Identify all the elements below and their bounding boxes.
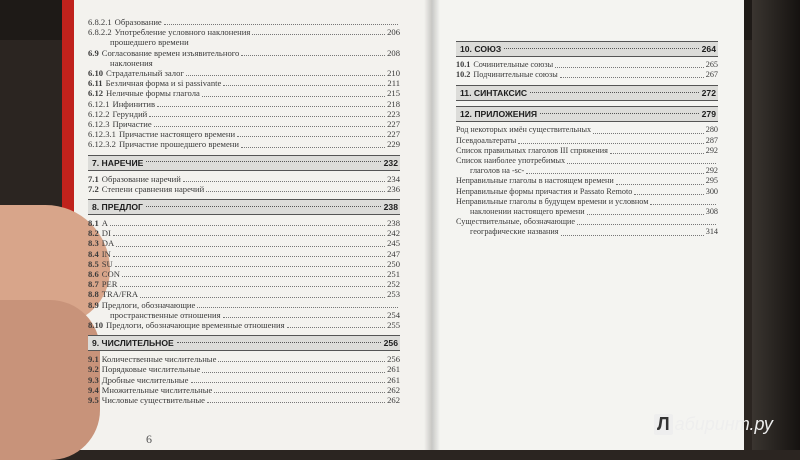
leader-dots bbox=[555, 67, 704, 68]
toc-entry bbox=[88, 174, 400, 184]
toc-title: Причастие прошедшего времени bbox=[118, 139, 239, 150]
chapter-heading bbox=[456, 85, 718, 101]
toc-page: 252 bbox=[387, 279, 400, 290]
toc-entry bbox=[88, 17, 400, 27]
leader-dots bbox=[593, 133, 704, 134]
leader-dots bbox=[567, 163, 716, 164]
toc-title: Псевдоальтераты bbox=[456, 135, 517, 145]
toc-number: 6.10 bbox=[88, 68, 104, 79]
toc-entry bbox=[88, 269, 400, 279]
toc-number: 8.3 bbox=[88, 238, 99, 249]
toc-entry bbox=[456, 176, 718, 186]
toc-number: 6.9 bbox=[88, 47, 99, 58]
toc-page: 210 bbox=[387, 68, 400, 79]
toc-page: 227 bbox=[387, 119, 400, 130]
chapter-page: 232 bbox=[383, 157, 398, 168]
toc-number: 6.12.3.2 bbox=[88, 139, 116, 150]
toc-number: 8.8 bbox=[88, 289, 99, 300]
toc-title: Неправильные глаголы в будущем времени и условном bbox=[456, 196, 649, 206]
toc-number: 10.1 bbox=[456, 60, 471, 69]
toc-title: географические названия bbox=[470, 227, 559, 237]
toc-title: прошедшего времени bbox=[110, 37, 189, 48]
toc-number: 8.10 bbox=[88, 320, 104, 331]
toc-title: Неличные формы глагола bbox=[106, 88, 200, 99]
toc-title: Инфинитив bbox=[112, 98, 156, 109]
toc-continuation bbox=[456, 227, 718, 237]
toc-entry bbox=[88, 228, 400, 238]
toc-entry bbox=[456, 146, 718, 156]
toc-page: 211 bbox=[387, 78, 400, 89]
toc-page: 242 bbox=[387, 228, 400, 239]
leader-dots bbox=[223, 85, 385, 86]
toc-title: Употребление условного наклонения bbox=[114, 27, 251, 38]
toc-title: Предлоги, обозначающие bbox=[101, 299, 196, 310]
leader-dots bbox=[518, 143, 703, 144]
toc-entry bbox=[88, 279, 400, 289]
toc-entry bbox=[456, 217, 718, 227]
toc-entry bbox=[88, 184, 400, 194]
toc-title: IN bbox=[101, 248, 111, 259]
toc-number: 7.2 bbox=[88, 183, 99, 194]
leader-dots bbox=[154, 126, 385, 127]
toc-number: 6.8.2.2 bbox=[88, 27, 112, 38]
toc-title: Причастие bbox=[112, 119, 152, 130]
leader-dots bbox=[116, 246, 385, 247]
toc-title: Существительные, обозначающие bbox=[456, 217, 576, 227]
toc-number: 6.12.3 bbox=[88, 119, 110, 130]
leader-dots bbox=[140, 297, 385, 298]
toc-number: 8.9 bbox=[88, 299, 99, 310]
toc-title: PER bbox=[101, 279, 118, 290]
toc-page: 208 bbox=[387, 47, 400, 58]
toc-entry bbox=[88, 395, 400, 405]
toc-continuation bbox=[88, 37, 400, 47]
chapter-page: 272 bbox=[701, 88, 716, 99]
toc-page: 254 bbox=[387, 309, 400, 320]
toc-title: Герундий bbox=[112, 108, 148, 119]
leader-dots bbox=[177, 342, 381, 343]
page-number: 6 bbox=[146, 432, 152, 446]
toc-entry bbox=[88, 119, 400, 129]
toc-entry bbox=[456, 136, 718, 146]
toc-title: пространственные отношения bbox=[110, 309, 221, 320]
toc-page: 292 bbox=[705, 166, 718, 176]
toc-entry bbox=[88, 78, 400, 88]
leader-dots bbox=[157, 106, 385, 107]
toc-title: Предлоги, обозначающие временные отношения bbox=[106, 320, 285, 331]
watermark-badge: Л bbox=[654, 414, 673, 435]
toc-page: 215 bbox=[387, 88, 400, 99]
leader-dots bbox=[113, 235, 385, 236]
toc-page: 261 bbox=[387, 374, 400, 385]
right-toc-list bbox=[456, 36, 718, 238]
toc-page: 223 bbox=[387, 108, 400, 119]
leader-dots bbox=[616, 184, 704, 185]
toc-number: 9.4 bbox=[88, 384, 99, 395]
chapter-title: 10. СОЮЗ bbox=[460, 44, 502, 54]
chapter-page: 238 bbox=[383, 202, 398, 213]
toc-page: 236 bbox=[387, 183, 400, 194]
chapter-heading bbox=[88, 155, 400, 171]
toc-title: Дробные числительные bbox=[101, 374, 189, 385]
chapter-page: 256 bbox=[383, 338, 398, 349]
toc-page: 314 bbox=[705, 227, 718, 237]
toc-entry bbox=[88, 99, 400, 109]
chapter-heading bbox=[456, 106, 718, 122]
leader-dots bbox=[650, 204, 716, 205]
toc-page: 245 bbox=[387, 238, 400, 249]
toc-title: Множительные числительные bbox=[101, 384, 213, 395]
toc-title: Степени сравнения наречий bbox=[101, 183, 205, 194]
toc-page: 262 bbox=[387, 395, 400, 406]
toc-number: 9.3 bbox=[88, 374, 99, 385]
toc-number: 7.1 bbox=[88, 173, 99, 184]
toc-entry bbox=[88, 27, 400, 37]
leader-dots bbox=[241, 147, 385, 148]
chapter-page: 279 bbox=[701, 109, 716, 120]
toc-page: 295 bbox=[705, 176, 718, 186]
toc-entry bbox=[88, 385, 400, 395]
toc-page: 251 bbox=[387, 269, 400, 280]
leader-dots bbox=[241, 55, 385, 56]
toc-title: Сочинительные союзы bbox=[473, 60, 554, 69]
toc-title: Причастие настоящего времени bbox=[118, 129, 236, 140]
toc-page: 280 bbox=[705, 125, 718, 135]
toc-title: Числовые существительные bbox=[101, 395, 205, 406]
toc-page: 292 bbox=[705, 145, 718, 155]
toc-entry bbox=[88, 88, 400, 98]
leader-dots bbox=[218, 361, 385, 362]
leader-dots bbox=[561, 235, 704, 236]
toc-page: 261 bbox=[387, 364, 400, 375]
toc-title: Страдательный залог bbox=[106, 68, 184, 79]
toc-entry bbox=[88, 48, 400, 58]
toc-page: 265 bbox=[705, 60, 718, 69]
toc-entry bbox=[88, 364, 400, 374]
toc-page: 238 bbox=[387, 218, 400, 229]
toc-continuation bbox=[88, 310, 400, 320]
toc-title: Список наиболее употребимых bbox=[456, 156, 566, 166]
toc-number: 6.12.2 bbox=[88, 108, 110, 119]
leader-dots bbox=[587, 214, 704, 215]
toc-title: Количественные числительные bbox=[101, 354, 217, 365]
leader-dots bbox=[183, 181, 385, 182]
leader-dots bbox=[206, 191, 385, 192]
toc-number: 6.11 bbox=[88, 78, 103, 89]
toc-page: 308 bbox=[705, 207, 718, 217]
toc-title: глаголов на -sc- bbox=[470, 166, 525, 176]
toc-number: 9.2 bbox=[88, 364, 99, 375]
toc-entry bbox=[88, 289, 400, 299]
leader-dots bbox=[540, 113, 699, 114]
toc-number: 8.6 bbox=[88, 269, 99, 280]
toc-page: 262 bbox=[387, 384, 400, 395]
leader-dots bbox=[577, 224, 716, 225]
leader-dots bbox=[560, 77, 704, 78]
toc-entry bbox=[456, 197, 718, 207]
toc-title: Род некоторых имён существительных bbox=[456, 125, 592, 135]
toc-page: 250 bbox=[387, 258, 400, 269]
leader-dots bbox=[214, 392, 385, 393]
leader-dots bbox=[120, 286, 386, 287]
toc-title: Неправильные глаголы в настоящем времени bbox=[456, 176, 614, 186]
toc-title: DA bbox=[101, 238, 115, 249]
toc-continuation bbox=[456, 207, 718, 217]
leader-dots bbox=[252, 34, 385, 35]
toc-number: 8.4 bbox=[88, 248, 99, 259]
toc-continuation bbox=[88, 58, 400, 68]
toc-title: Образование наречий bbox=[101, 173, 181, 184]
toc-entry bbox=[88, 129, 400, 139]
toc-page: 247 bbox=[387, 248, 400, 259]
toc-entry bbox=[88, 375, 400, 385]
toc-entry bbox=[88, 354, 400, 364]
toc-number: 9.1 bbox=[88, 354, 99, 365]
toc-page: 267 bbox=[705, 70, 718, 80]
toc-title: наклонении настоящего времени bbox=[470, 207, 585, 217]
toc-number: 8.1 bbox=[88, 218, 99, 229]
toc-number: 10.2 bbox=[456, 70, 471, 80]
leader-dots bbox=[149, 116, 385, 117]
toc-page: 234 bbox=[387, 173, 400, 184]
toc-entry bbox=[456, 156, 718, 166]
leader-dots bbox=[237, 136, 385, 137]
toc-number: 8.5 bbox=[88, 258, 99, 269]
leader-dots bbox=[202, 372, 385, 373]
watermark-text: абиринт.ру bbox=[674, 414, 773, 434]
chapter-title: 11. СИНТАКСИС bbox=[460, 88, 528, 99]
leader-dots bbox=[207, 402, 385, 403]
toc-page: 218 bbox=[387, 98, 400, 109]
watermark-logo bbox=[654, 414, 773, 435]
toc-page: 229 bbox=[387, 139, 400, 150]
toc-entry bbox=[88, 218, 400, 228]
toc-number: 6.12 bbox=[88, 88, 104, 99]
left-toc-list bbox=[88, 17, 400, 405]
toc-title: Подчинительные союзы bbox=[473, 70, 558, 80]
toc-entry bbox=[88, 320, 400, 330]
toc-number: 6.12.3.1 bbox=[88, 129, 116, 140]
leader-dots bbox=[197, 307, 398, 308]
toc-entry bbox=[456, 70, 718, 80]
toc-title: Неправильные формы причастия и Passato Remoto bbox=[456, 186, 633, 196]
toc-title: Порядковые числительные bbox=[101, 364, 201, 375]
toc-title: Безличная форма и si passivante bbox=[105, 78, 222, 89]
chapter-page: 264 bbox=[701, 44, 716, 54]
toc-title: Образование bbox=[114, 17, 162, 27]
toc-number: 6.12.1 bbox=[88, 98, 110, 109]
chapter-heading bbox=[88, 335, 400, 351]
leader-dots bbox=[191, 382, 386, 383]
toc-title: Список правильных глаголов III спряжения bbox=[456, 145, 608, 155]
toc-page: 227 bbox=[387, 129, 400, 140]
toc-entry bbox=[456, 60, 718, 70]
toc-number: 6.8.2.1 bbox=[88, 17, 112, 27]
toc-continuation bbox=[456, 166, 718, 176]
leader-dots bbox=[504, 48, 698, 49]
toc-entry bbox=[88, 259, 400, 269]
leader-dots bbox=[202, 96, 385, 97]
toc-number: 8.2 bbox=[88, 228, 99, 239]
leader-dots bbox=[223, 317, 386, 318]
chapter-heading bbox=[88, 199, 400, 215]
toc-entry bbox=[88, 139, 400, 149]
toc-number: 8.7 bbox=[88, 279, 99, 290]
chapter-title: 7. НАРЕЧИЕ bbox=[92, 157, 144, 168]
leader-dots bbox=[634, 194, 703, 195]
chapter-title: 12. ПРИЛОЖЕНИЯ bbox=[460, 109, 538, 120]
toc-page: 300 bbox=[705, 186, 718, 196]
toc-title: A bbox=[101, 218, 108, 229]
background-right bbox=[752, 0, 800, 450]
leader-dots bbox=[530, 92, 699, 93]
toc-entry bbox=[88, 238, 400, 248]
toc-entry bbox=[88, 300, 400, 310]
leader-dots bbox=[186, 75, 385, 76]
leader-dots bbox=[146, 161, 380, 162]
toc-page: 206 bbox=[387, 27, 400, 38]
leader-dots bbox=[526, 173, 703, 174]
chapter-heading bbox=[456, 41, 718, 57]
leader-dots bbox=[146, 206, 381, 207]
leader-dots bbox=[110, 225, 385, 226]
toc-page: 287 bbox=[705, 135, 718, 145]
toc-number: 9.5 bbox=[88, 395, 99, 406]
toc-title: наклонения bbox=[110, 57, 153, 68]
chapter-title: 8. ПРЕДЛОГ bbox=[92, 202, 143, 213]
toc-entry bbox=[456, 125, 718, 135]
leader-dots bbox=[610, 153, 704, 154]
leader-dots bbox=[164, 24, 398, 25]
toc-entry bbox=[88, 109, 400, 119]
book-gutter bbox=[424, 0, 440, 450]
leader-dots bbox=[122, 276, 385, 277]
toc-page: 255 bbox=[387, 320, 400, 331]
toc-title: SU bbox=[101, 258, 113, 269]
leader-dots bbox=[115, 266, 385, 267]
hand bbox=[0, 300, 100, 460]
toc-title: CON bbox=[101, 269, 120, 280]
toc-title: Согласование времен изъявительного bbox=[101, 47, 240, 58]
toc-title: TRA/FRA bbox=[101, 289, 139, 300]
toc-page: 253 bbox=[387, 289, 400, 300]
toc-entry bbox=[88, 68, 400, 78]
toc-page: 256 bbox=[387, 354, 400, 365]
toc-entry bbox=[456, 187, 718, 197]
toc-title: DI bbox=[101, 228, 111, 239]
chapter-title: 9. ЧИСЛИТЕЛЬНОЕ bbox=[92, 338, 174, 349]
leader-dots bbox=[287, 327, 386, 328]
toc-entry bbox=[88, 249, 400, 259]
leader-dots bbox=[113, 256, 385, 257]
